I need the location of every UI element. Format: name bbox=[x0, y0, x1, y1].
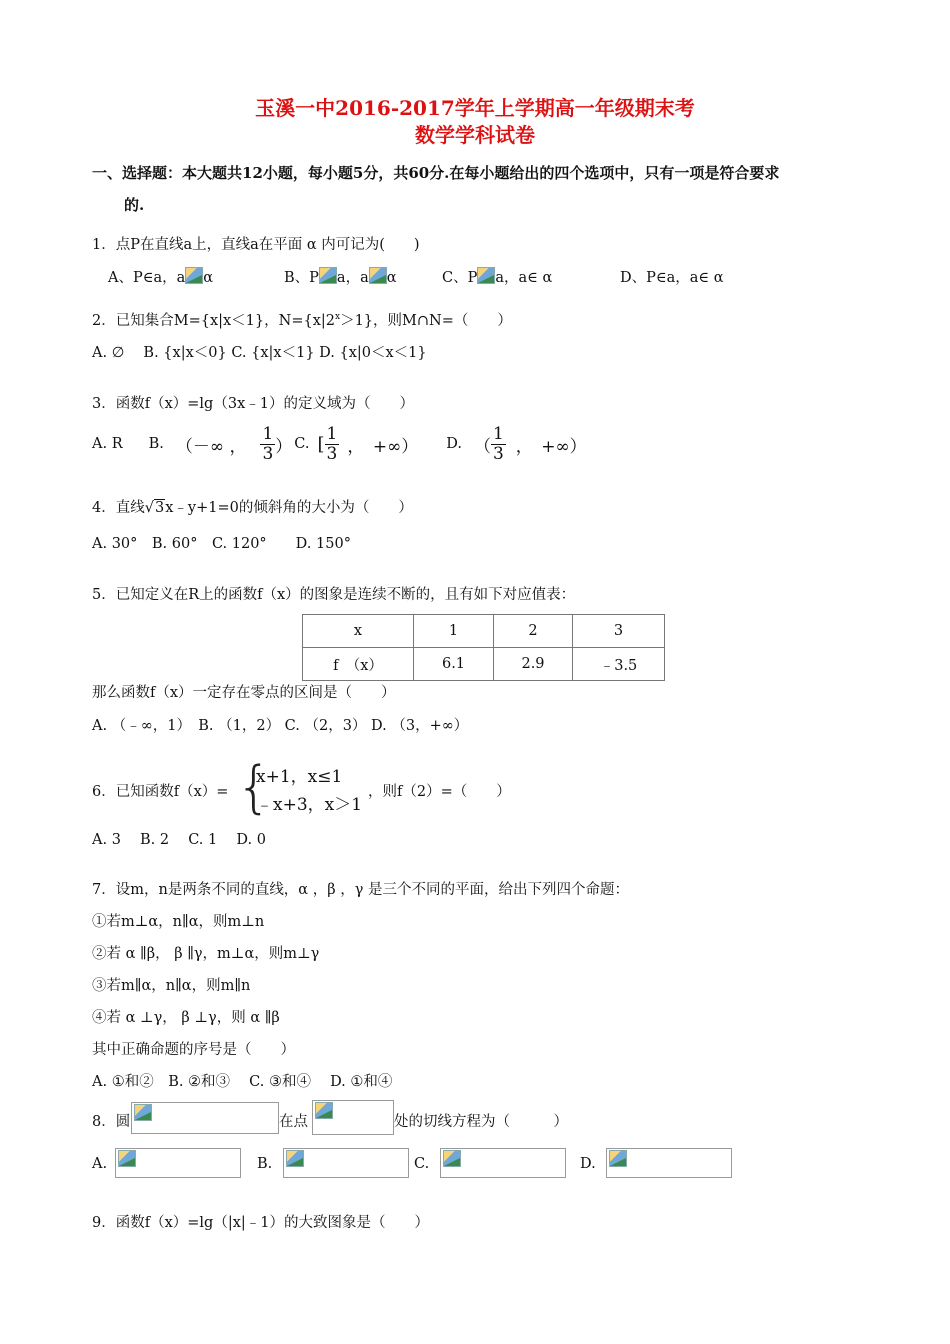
q8-option-d-image bbox=[606, 1148, 732, 1178]
q1-b-text2: a，a bbox=[336, 270, 369, 286]
table-cell: 6.1 bbox=[414, 648, 494, 681]
q9-stem: 9．函数f（x）=lg（|x|﹣1）的大致图象是（ ） bbox=[92, 1215, 430, 1231]
table-cell: 2 bbox=[494, 615, 573, 648]
broken-image-icon bbox=[286, 1150, 304, 1167]
broken-image-icon bbox=[443, 1150, 461, 1167]
q1-b-text1: B、P bbox=[284, 270, 319, 286]
q3-stem: 3．函数f（x）=lg（3x﹣1）的定义域为（ ） bbox=[92, 396, 414, 412]
brace-symbol: { bbox=[236, 755, 272, 820]
q6-options: A. 3 B. 2 C. 1 D. 0 bbox=[92, 832, 266, 848]
q6-stem-b: ，则f（2）=（ ） bbox=[368, 784, 511, 800]
q8-stem-a: 8．圆 bbox=[92, 1114, 131, 1130]
q3-c-close: ， +∞） bbox=[347, 436, 419, 457]
q5-options: A. （﹣∞，1） B. （1，2） C. （2，3） D. （3，+∞） bbox=[92, 718, 469, 734]
q2-stem-sup: x bbox=[335, 312, 341, 323]
exam-title-line1: 玉溪一中2016-2017学年上学期高一年级期末考 bbox=[255, 96, 695, 120]
q2-stem bbox=[92, 309, 512, 330]
sqrt-radicand: 3 bbox=[154, 500, 165, 516]
frac-den: 3 bbox=[492, 443, 504, 464]
table-cell: ﹣3.5 bbox=[573, 648, 665, 681]
q2-options: A. ∅ B. {x|x＜0} C. {x|x＜1} D. {x|0＜x＜1} bbox=[92, 345, 427, 361]
q4-stem bbox=[92, 496, 413, 517]
section-heading-cont: 的. bbox=[124, 196, 145, 214]
q6-case2: ﹣x+3，x＞1 bbox=[256, 795, 363, 815]
table-cell: 1 bbox=[414, 615, 494, 648]
broken-image-icon bbox=[315, 1102, 333, 1119]
exam-title-line2: 数学学科试卷 bbox=[415, 123, 535, 147]
q7-proposition-3: ③若m∥α，n∥α，则m∥n bbox=[92, 978, 251, 994]
q3-option-a: A. R bbox=[92, 436, 123, 452]
broken-image-icon bbox=[369, 267, 387, 284]
q1-option-d: D、P∈a，a∈ α bbox=[620, 270, 724, 286]
q3-d-close: ， +∞） bbox=[515, 436, 587, 457]
frac-num: 1 bbox=[262, 423, 274, 444]
q5-follow: 那么函数f（x）一定存在零点的区间是（ ） bbox=[92, 685, 396, 701]
q3-option-d: D. bbox=[446, 436, 462, 452]
broken-image-icon bbox=[118, 1150, 136, 1167]
q8-option-a: A. bbox=[92, 1156, 108, 1172]
q1-option-c bbox=[442, 266, 552, 287]
q8-option-b: B. bbox=[257, 1156, 273, 1172]
table-cell: 2.9 bbox=[494, 648, 573, 681]
q5-stem: 5．已知定义在R上的函数f（x）的图象是连续不断的，且有如下对应值表： bbox=[92, 587, 576, 603]
broken-image-icon bbox=[185, 267, 203, 284]
q4-stem-a: 4．直线 bbox=[92, 500, 145, 516]
q1-c-text1: C、P bbox=[442, 270, 478, 286]
q1-stem: 1．点P在直线a上，直线a在平面 α 内可记为( ) bbox=[92, 237, 420, 253]
q4-stem-b: x﹣y+1=0的倾斜角的大小为（ ） bbox=[165, 500, 413, 516]
q7-proposition-2: ②若 α ∥β， β ∥γ，m⊥α，则m⊥γ bbox=[92, 946, 320, 962]
value-table bbox=[302, 614, 665, 681]
q3-c-open: [ bbox=[317, 433, 325, 455]
q6-stem-a: 6．已知函数f（x）= bbox=[92, 784, 229, 800]
q8-option-b-image bbox=[283, 1148, 409, 1178]
frac-den: 3 bbox=[326, 443, 338, 464]
q3-d-fraction bbox=[491, 425, 506, 464]
q8-stem-c: 处的切线方程为（ ） bbox=[394, 1114, 568, 1130]
q1-b-text3: α bbox=[386, 270, 397, 286]
section-heading: 一、选择题：本大题共12小题，每小题5分，共60分.在每小题给出的四个选项中，只有一项是符合要求 bbox=[92, 164, 780, 182]
q3-b-open: （－∞ ， bbox=[175, 436, 247, 457]
q7-follow: 其中正确命题的序号是（ ） bbox=[92, 1042, 295, 1058]
q1-c-text2: a，a∈ α bbox=[495, 270, 553, 286]
sqrt-symbol: √3 bbox=[144, 500, 165, 516]
q1-a-text2: α bbox=[203, 270, 214, 286]
frac-num: 1 bbox=[492, 423, 504, 444]
table-cell: f （x） bbox=[303, 648, 414, 681]
table-row bbox=[303, 615, 665, 648]
q8-point-image bbox=[312, 1100, 394, 1135]
q8-option-d: D. bbox=[580, 1156, 596, 1172]
q3-options bbox=[92, 422, 587, 466]
frac-den: 3 bbox=[262, 443, 274, 464]
frac-num: 1 bbox=[326, 423, 338, 444]
q2-stem-a: 2．已知集合M={x|x＜1}，N={x|2 bbox=[92, 313, 335, 329]
q3-b-fraction bbox=[260, 425, 275, 464]
q3-option-c: C. bbox=[294, 436, 310, 452]
q7-options: A. ①和② B. ②和③ C. ③和④ D. ①和④ bbox=[92, 1074, 393, 1090]
table-row bbox=[303, 648, 665, 681]
q8-option-c-image bbox=[440, 1148, 566, 1178]
broken-image-icon bbox=[134, 1104, 152, 1121]
q8-option-a-image bbox=[115, 1148, 241, 1178]
q7-stem: 7．设m，n是两条不同的直线，α ，β ，γ 是三个不同的平面，给出下列四个命题： bbox=[92, 882, 629, 898]
q3-b-close: ） bbox=[275, 436, 293, 457]
q6-case1: x+1，x≤1 bbox=[256, 767, 343, 787]
q2-stem-b: ＞1}，则M∩N=（ ） bbox=[340, 313, 512, 329]
q3-d-open: （ bbox=[473, 436, 491, 457]
q1-option-a bbox=[108, 266, 213, 287]
q4-options: A. 30° B. 60° C. 120° D. 150° bbox=[92, 536, 351, 552]
broken-image-icon bbox=[609, 1150, 627, 1167]
q8-option-c: C. bbox=[414, 1156, 430, 1172]
q8-circle-image bbox=[131, 1102, 279, 1134]
q8-stem-b: 在点 bbox=[279, 1114, 308, 1130]
q3-c-fraction bbox=[325, 425, 340, 464]
q1-option-b bbox=[284, 266, 397, 287]
q7-proposition-1: ①若m⊥α，n∥α，则m⊥n bbox=[92, 914, 265, 930]
broken-image-icon bbox=[477, 267, 495, 284]
q1-a-text1: A、P∈a，a bbox=[108, 270, 186, 286]
table-cell: x bbox=[303, 615, 414, 648]
broken-image-icon bbox=[319, 267, 337, 284]
q3-option-b: B. bbox=[148, 436, 164, 452]
table-cell: 3 bbox=[573, 615, 665, 648]
q7-proposition-4: ④若 α ⊥γ， β ⊥γ，则 α ∥β bbox=[92, 1010, 280, 1026]
